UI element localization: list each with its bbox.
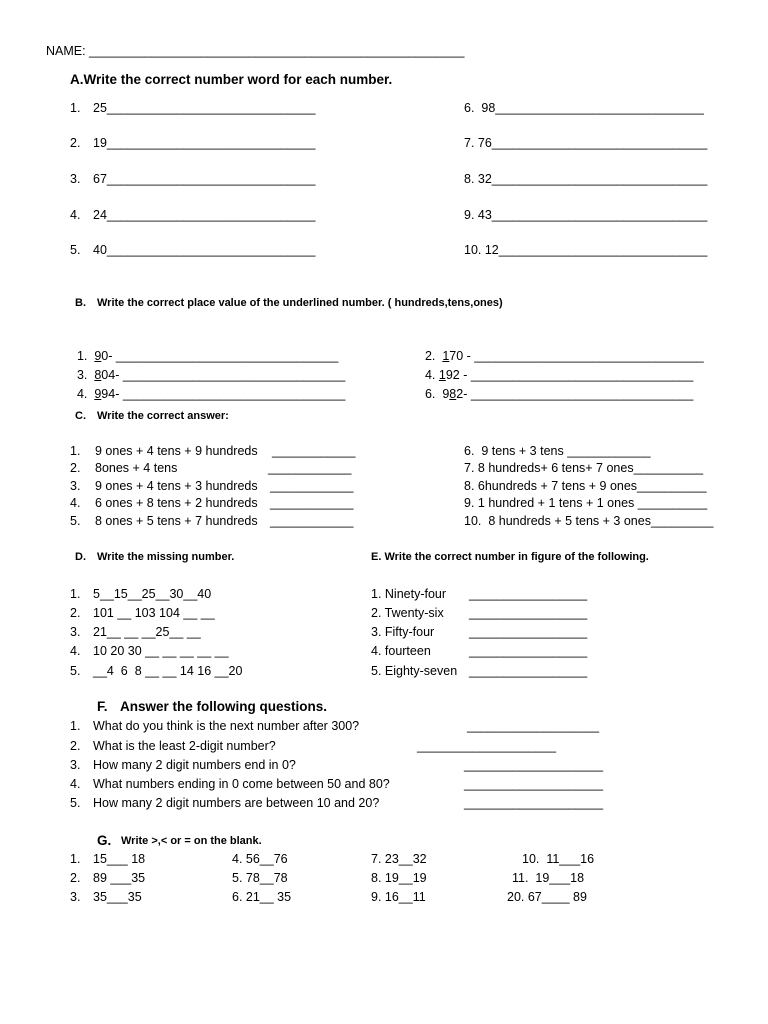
section-c-item-2: 8ones + 4 tens [95,461,178,475]
section-a-item-8[interactable]: 8. 32_______________________________ [464,172,708,186]
item-number: 4. [76,387,88,401]
section-f-question-1: What do you think is the next number after 300? [93,719,360,733]
digit: 9 [442,387,450,401]
section-a-item-number: 1. [70,101,81,115]
section-a-title: A.Write the correct number word for each number. [70,72,393,87]
section-g-item-6[interactable]: 6. 21__ 35 [232,890,292,904]
section-a-item-7[interactable]: 7. 76_______________________________ [464,136,708,150]
item-number: 4. [70,777,81,791]
section-e-item-3: 3. Fifty-four [371,625,435,639]
item-number: 5. [70,796,81,810]
section-a-item-3[interactable]: 67______________________________ [93,172,316,186]
section-f-question-4: What numbers ending in 0 come between 50 and 80? [93,777,390,791]
item-number: 4. [70,496,81,510]
section-a-item-number: 4. [70,208,81,222]
section-d-item-3[interactable]: 21__ __ __25__ __ [93,625,201,639]
section-a-item-1[interactable]: 25______________________________ [93,101,316,115]
item-number: 4. [70,644,81,658]
answer-blank[interactable]: ___________________ [467,719,600,733]
section-a-item-number: 5. [70,243,81,257]
section-e-item-5: 5. Eighty-seven [371,664,458,678]
name-field[interactable]: NAME: ______________________________________________________ [46,44,465,58]
section-c-item-5: 8 ones + 5 tens + 7 hundreds [95,514,258,528]
item-number: 5. [70,514,81,528]
section-c-item-10[interactable]: 10. 8 hundreds + 5 tens + 3 ones_________ [464,514,714,528]
item-number: 3. [70,890,81,904]
section-a-item-number: 3. [70,172,81,186]
section-c-item-3: 9 ones + 4 tens + 3 hundreds [95,479,258,493]
section-f-question-2: What is the least 2-digit number? [93,739,276,753]
item-number: 5. [70,664,81,678]
answer-blank: 94- ________________________________ [101,387,346,401]
underlined-digit: 9 [94,387,102,401]
section-c-item-7[interactable]: 7. 8 hundreds+ 6 tens+ 7 ones__________ [464,461,704,475]
section-b-item-4[interactable] [70,372,345,402]
answer-blank[interactable]: ____________ [270,514,354,528]
section-g-item-8[interactable]: 8. 19__19 [371,871,427,885]
section-c-letter: C. [75,410,86,422]
section-e-item-2: 2. Twenty-six [371,606,444,620]
section-e-title: E. Write the correct number in figure of the following. [371,551,649,563]
section-g-item-20[interactable]: 20. 67____ 89 [507,890,587,904]
section-g-letter: G. [97,833,112,848]
section-c-item-6[interactable]: 6. 9 tens + 3 tens ____________ [464,444,651,458]
section-f-title: Answer the following questions. [120,699,328,714]
answer-blank: 2- ________________________________ [456,387,694,401]
item-number: 2. [70,461,81,475]
section-b-item-6[interactable] [418,372,693,402]
item-number: 4. [424,368,436,382]
answer-blank[interactable]: _________________ [469,625,588,639]
answer-blank[interactable]: ____________________ [464,758,604,772]
answer-blank[interactable]: _________________ [469,664,588,678]
answer-blank[interactable]: ____________ [270,496,354,510]
section-e-item-4: 4. fourteen [371,644,431,658]
answer-blank[interactable]: ____________ [268,461,352,475]
section-g-item-3[interactable]: 35___35 [93,890,142,904]
section-d-item-1[interactable]: 5__15__25__30__40 [93,587,212,601]
section-c-title: Write the correct answer: [97,410,229,422]
section-g-item-2[interactable]: 89 ___35 [93,871,146,885]
item-number: 2. [70,739,81,753]
answer-blank[interactable]: ____________ [270,479,354,493]
item-number: 2. [70,871,81,885]
section-d-letter: D. [75,551,86,563]
answer-blank: 04- ________________________________ [101,368,346,382]
item-number: 3. [70,758,81,772]
section-a-item-9[interactable]: 9. 43_______________________________ [464,208,708,222]
item-number: 6. [424,387,436,401]
section-a-item-6[interactable]: 6. 98______________________________ [464,101,704,115]
section-c-item-9[interactable]: 9. 1 hundred + 1 tens + 1 ones __________ [464,496,708,510]
item-number: 1. [70,587,81,601]
section-g-item-1[interactable]: 15___ 18 [93,852,146,866]
section-d-title: Write the missing number. [97,551,235,563]
answer-blank[interactable]: ____________________ [464,796,604,810]
section-a-item-10[interactable]: 10. 12______________________________ [464,243,708,257]
section-g-item-7[interactable]: 7. 23__32 [371,852,427,866]
item-number: 2. [70,606,81,620]
answer-blank: 70 - _________________________________ [449,349,704,363]
section-f-question-5: How many 2 digit numbers are between 10 and 20? [93,796,380,810]
underlined-digit: 1 [442,349,450,363]
section-c-item-8[interactable]: 8. 6hundreds + 7 tens + 9 ones__________ [464,479,707,493]
answer-blank[interactable]: _________________ [469,587,588,601]
underlined-digit: 8 [94,368,102,382]
item-number: 3. [70,479,81,493]
answer-blank[interactable]: ____________________ [417,739,557,753]
section-c-item-4: 6 ones + 8 tens + 2 hundreds [95,496,258,510]
item-number: 1. [70,719,81,733]
section-g-item-4[interactable]: 4. 56__76 [232,852,288,866]
underlined-digit: 9 [94,349,102,363]
answer-blank: 0- ________________________________ [101,349,339,363]
answer-blank[interactable]: ____________________ [464,777,604,791]
item-number: 1. [76,349,88,363]
section-a-item-number: 2. [70,136,81,150]
answer-blank[interactable]: ____________ [272,444,356,458]
underlined-digit: 8 [449,387,457,401]
section-a-item-2[interactable]: 19______________________________ [93,136,316,150]
answer-blank[interactable]: _________________ [469,644,588,658]
item-number: 3. [70,625,81,639]
item-number: 1. [70,852,81,866]
section-a-item-5[interactable]: 40______________________________ [93,243,316,257]
section-b-letter: B. [75,297,86,309]
item-number: 3. [76,368,88,382]
section-d-item-5[interactable]: __4 6 8 __ __ 14 16 __20 [93,664,243,678]
section-g-item-10[interactable]: 10. 11___16 [522,852,595,866]
section-g-item-9[interactable]: 9. 16__11 [371,890,426,904]
section-b-title: Write the correct place value of the underlined number. ( hundreds,tens,ones) [97,297,503,309]
underlined-digit: 1 [438,368,446,382]
section-e-item-1: 1. Ninety-four [371,587,447,601]
section-d-item-2[interactable]: 101 __ 103 104 __ __ [93,606,215,620]
answer-blank: 92 - ________________________________ [445,368,694,382]
section-d-item-4[interactable]: 10 20 30 __ __ __ __ __ [93,644,229,658]
section-f-letter: F. [97,699,108,714]
item-number: 1. [70,444,81,458]
section-g-item-11[interactable]: 11. 19___18 [512,871,585,885]
section-c-item-1: 9 ones + 4 tens + 9 hundreds [95,444,258,458]
section-g-title: Write >,< or = on the blank. [121,835,262,847]
answer-blank[interactable]: _________________ [469,606,588,620]
section-g-item-5[interactable]: 5. 78__78 [232,871,288,885]
section-f-question-3: How many 2 digit numbers end in 0? [93,758,296,772]
section-a-item-4[interactable]: 24______________________________ [93,208,316,222]
item-number: 2. [424,349,436,363]
